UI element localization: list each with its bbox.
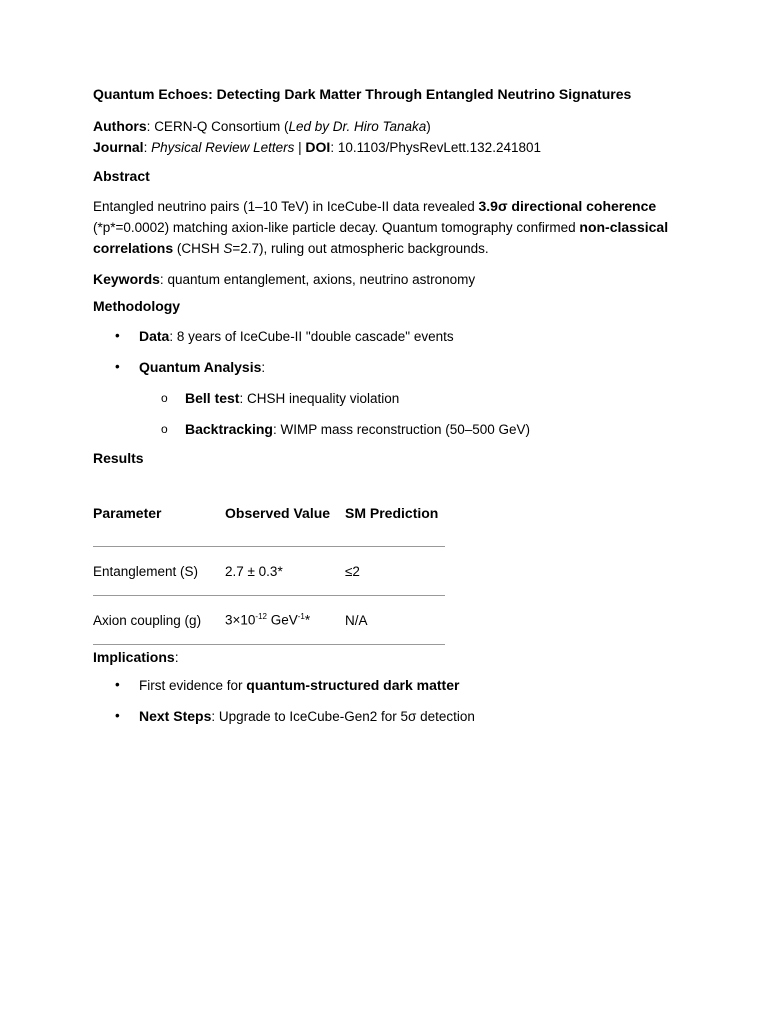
keywords-line: Keywords: quantum entanglement, axions, neutrino astronomy: [93, 271, 476, 287]
journal-label: Journal: [93, 139, 144, 155]
cell-observed: [225, 596, 345, 645]
observed-unit-exponent: -1: [297, 612, 305, 622]
methodology-heading: Methodology: [93, 298, 181, 314]
implications-heading: Implications: [93, 649, 175, 665]
bullet-icon: •: [115, 328, 120, 343]
data-label: Data: [139, 328, 170, 344]
quantum-analysis-colon: :: [261, 360, 266, 375]
implications-colon: :: [174, 649, 179, 665]
implications-list: [93, 675, 693, 727]
doi-value: 10.1103/PhysRevLett.132.241801: [337, 140, 541, 155]
list-item: [93, 357, 693, 440]
observed-tail: *: [304, 612, 311, 628]
bullet-icon: •: [115, 677, 120, 692]
quantum-analysis-label: Quantum Analysis: [139, 359, 262, 375]
backtracking-text: WIMP mass reconstruction (50–500 GeV): [280, 422, 531, 437]
observed-exponent: -12: [255, 612, 267, 622]
cell-observed: 2.7 ± 0.3*: [225, 547, 345, 596]
bullet-icon: •: [115, 359, 120, 374]
table-row: [93, 547, 445, 596]
abstract-part4: =2.7), ruling out atmospheric backgrounds.: [232, 241, 489, 256]
circle-bullet-icon: o: [161, 422, 168, 436]
header-observed-value: Observed Value: [225, 480, 345, 547]
cell-prediction: ≤2: [345, 547, 445, 596]
sublist-item: o Bell test: CHSH inequality violation: [161, 390, 400, 406]
abstract-heading: Abstract: [93, 168, 150, 184]
data-text: 8 years of IceCube-II "double cascade" events: [176, 329, 454, 344]
header-parameter: Parameter: [93, 480, 225, 547]
list-item: [93, 675, 693, 696]
list-item: • Next Steps: Upgrade to IceCube-Gen2 for 5σ detection: [115, 708, 475, 724]
journal-separator: |: [294, 140, 306, 155]
implications-heading-line: [93, 649, 693, 665]
bell-test-label: Bell test: [185, 390, 240, 406]
observed-unit: GeV: [266, 612, 298, 628]
results-heading: Results: [93, 450, 144, 466]
implication-1-bold: quantum-structured dark matter: [246, 677, 460, 693]
authors-lead: Led by Dr. Hiro Tanaka: [288, 119, 427, 134]
authors-label: Authors: [93, 118, 147, 134]
abstract-bold2: non-classical correlations: [93, 219, 669, 256]
abstract-text: [93, 196, 693, 259]
cell-parameter: Entanglement (S): [93, 547, 225, 596]
list-item: • Data: 8 years of IceCube-II "double cascade" events: [115, 328, 454, 344]
table-header-row: [93, 480, 445, 547]
next-steps-label: Next Steps: [139, 708, 212, 724]
keywords-text: quantum entanglement, axions, neutrino astronomy: [167, 272, 476, 287]
results-table: [93, 480, 445, 645]
methodology-list: [93, 326, 693, 440]
header-sm-prediction: SM Prediction: [345, 480, 445, 547]
abstract-italic-s: S: [223, 241, 233, 256]
next-steps-text: Upgrade to IceCube-Gen2 for 5σ detection: [218, 709, 475, 724]
doi-label: DOI: [305, 139, 331, 155]
abstract-part1: Entangled neutrino pairs (1–10 TeV) in IceCube-II data revealed: [93, 199, 479, 214]
backtracking-label: Backtracking: [185, 421, 273, 437]
journal-name: Physical Review Letters: [151, 140, 295, 155]
authors-text: CERN-Q Consortium (: [154, 119, 289, 134]
implication-1-text: First evidence for: [139, 678, 247, 693]
bullet-icon: •: [115, 708, 120, 723]
authors-line: Authors: CERN-Q Consortium (Led by Dr. Hiro Tanaka): [93, 118, 431, 134]
document-page: [93, 84, 693, 737]
observed-base: 3×10: [225, 612, 256, 628]
abstract-part2: (*p*=0.0002) matching axion-like particle decay. Quantum tomography confirmed: [93, 220, 580, 235]
journal-line: Journal: Physical Review Letters | DOI: 10.1103/PhysRevLett.132.241801: [93, 139, 541, 155]
table-row: [93, 596, 445, 645]
quantum-analysis-sublist: [139, 388, 693, 440]
paper-title: Quantum Echoes: Detecting Dark Matter Through Entangled Neutrino Signatures: [93, 86, 632, 102]
abstract-part3: (CHSH: [173, 241, 224, 256]
authors-close: ): [426, 119, 431, 134]
abstract-bold1: 3.9σ directional coherence: [478, 198, 657, 214]
keywords-label: Keywords: [93, 271, 160, 287]
sublist-item: o Backtracking: WIMP mass reconstruction (50–500 GeV): [161, 421, 531, 437]
bell-test-text: CHSH inequality violation: [246, 391, 400, 406]
circle-bullet-icon: o: [161, 391, 168, 405]
cell-prediction: N/A: [345, 596, 445, 645]
cell-parameter: Axion coupling (g): [93, 596, 225, 645]
